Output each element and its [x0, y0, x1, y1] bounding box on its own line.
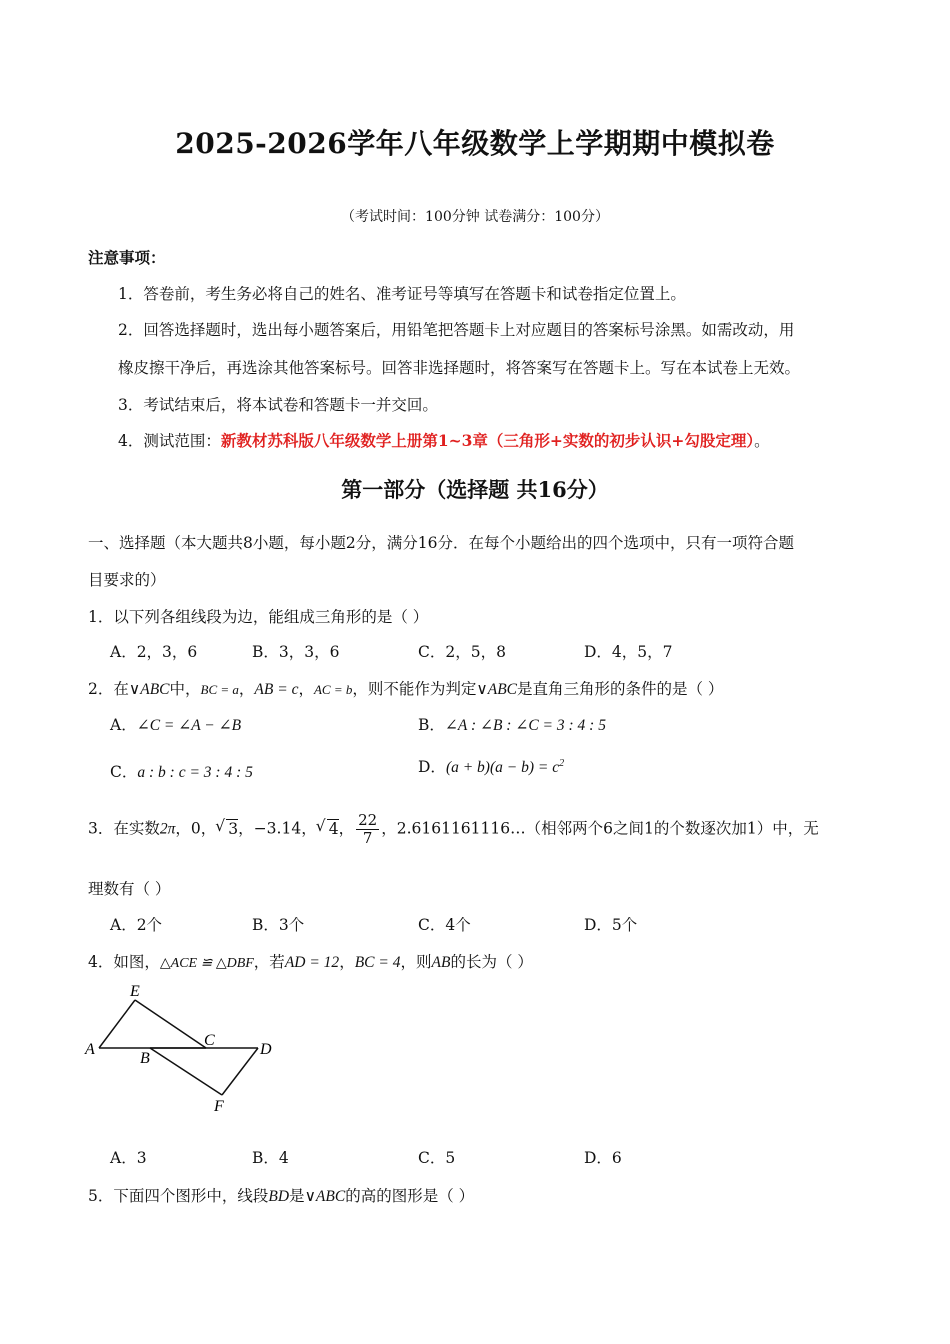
q2-cond-ab: AB = c — [254, 681, 299, 698]
label-c: C — [204, 1032, 215, 1049]
notice-item-1: 1．答卷前，考生务必将自己的姓名、准考证号等填写在答题卡和试卷指定位置上。 — [118, 285, 686, 303]
q3-val-0: 0 — [190, 819, 201, 838]
label-f: F — [214, 1098, 224, 1115]
q3-sep-1: ， — [175, 819, 191, 838]
q2-c-label: C． — [110, 763, 138, 781]
q3-tail: （相邻两个6之间1的个数逐次加1）中，无 — [525, 819, 819, 838]
q2-option-c — [110, 760, 253, 782]
part1-intro-b: 目要求的） — [88, 571, 166, 589]
q4-cond-ad: AD = 12 — [284, 954, 340, 971]
q2-b-label: B． — [418, 716, 445, 734]
q2-tail-b: 是直角三角形的条件的是（ ） — [517, 680, 724, 698]
q3-val-2pi: 2π — [159, 820, 176, 838]
q3-frac-den: 7 — [362, 829, 373, 847]
notice-item-2b: 橡皮擦干净后，再选涂其他答案标号。回答非选择题时，将答案写在答题卡上。写在本试卷上无效。 — [118, 359, 801, 377]
label-a: A — [85, 1041, 95, 1058]
q4-congruence: △ACE ≌ △DBF — [159, 956, 254, 971]
q2-cond-ac: AC = b — [313, 682, 353, 697]
segment-bf — [150, 1048, 222, 1095]
q3-val-sqrt3: √ 3 — [226, 819, 238, 838]
q4-ab: AB — [431, 954, 451, 971]
q5-stem — [88, 1184, 474, 1206]
q4-figure — [80, 978, 300, 1118]
q3-val-sqrt4: √ 4 — [327, 819, 339, 838]
q1-stem: 1．以下列各组线段为边，能组成三角形的是（ ） — [88, 608, 429, 626]
q4-then: ，则 — [400, 953, 432, 971]
q3-option-b: B．3个 — [252, 916, 305, 934]
q2-sep-2: ， — [298, 680, 314, 698]
notice-item-4-suffix: 。 — [754, 432, 770, 450]
q2-tail-a: ，则不能作为判定 — [352, 680, 477, 698]
section-title: 第一部分（选择题 共16分） — [341, 477, 609, 502]
q2-c-expr: a : b : c = 3 : 4 : 5 — [137, 764, 253, 781]
q2-d-expr: (a + b)(a − b) = c — [445, 759, 560, 776]
q3-sep-4: ， — [301, 819, 317, 838]
q3-num: 3．在实数 — [88, 819, 160, 838]
q2-stem — [88, 677, 723, 699]
q5-num: 5．下面四个图形中，线段 — [88, 1187, 269, 1205]
q3-sep-6: ， — [381, 819, 397, 838]
q2-d-sup: 2 — [559, 757, 565, 769]
part1-intro-a: 一、选择题（本大题共8小题，每小题2分，满分16分．在每个小题给出的四个选项中，只有一项符合题 — [88, 534, 794, 552]
segment-df — [222, 1048, 258, 1095]
notice-item-4-prefix: 4．测试范围： — [118, 432, 221, 450]
q4-option-d: D．6 — [584, 1149, 622, 1167]
label-b: B — [140, 1050, 150, 1067]
q4-sep: ， — [339, 953, 355, 971]
q1-option-b: B．3，3，6 — [252, 643, 340, 661]
q2-mid: 中， — [169, 680, 201, 698]
q4-option-b: B．4 — [252, 1149, 289, 1167]
q2-cond-bc: BC = a — [200, 682, 239, 697]
test-range: 新教材苏科版八年级数学上册第1~3章（三角形+实数的初步认识+勾股定理） — [220, 431, 755, 450]
q2-option-d — [418, 755, 564, 777]
q3-frac-num: 22 — [358, 811, 378, 829]
q3-sep-2: ， — [200, 819, 217, 838]
q1-option-a: A．2，3，6 — [110, 643, 198, 661]
q5-bd: BD — [268, 1188, 290, 1205]
q4-mid: ，若 — [253, 953, 285, 971]
q4-cond-bc: BC = 4 — [354, 954, 401, 971]
q5-triangle: ∨ABC — [304, 1188, 346, 1205]
q4-option-c: C．5 — [418, 1149, 456, 1167]
q3-val-neg314: −3.14 — [253, 819, 302, 838]
q3-val-decimal: 2.6161161116… — [396, 819, 526, 838]
q1-option-c: C．2，5，8 — [418, 643, 506, 661]
q2-triangle: ∨ABC — [128, 681, 170, 698]
label-d: D — [260, 1041, 272, 1058]
q3-option-a: A．2个 — [110, 916, 163, 934]
q1-option-d: D．4，5，7 — [584, 643, 673, 661]
notice-item-3: 3．考试结束后，将本试卷和答题卡一并交回。 — [118, 396, 438, 414]
q3-stem — [88, 812, 819, 847]
exam-info: （考试时间：100分钟 试卷满分：100分） — [341, 209, 609, 225]
q2-option-a — [110, 713, 241, 735]
q4-stem — [88, 950, 533, 972]
notice-item-2a: 2．回答选择题时，选出每小题答案后，用铅笔把答题卡上对应题目的答案标号涂黑。如需改动，用 — [118, 321, 795, 339]
paper-title: 2025-2026学年八年级数学上学期期中模拟卷 — [175, 127, 775, 160]
q2-a-label: A． — [110, 716, 137, 734]
q2-a-expr: ∠C = ∠A − ∠B — [136, 717, 242, 734]
q2-sep-1: ， — [238, 680, 255, 698]
segment-ec — [135, 1000, 206, 1048]
q4-tail: 的长为（ ） — [450, 953, 533, 971]
q2-triangle-2: ∨ABC — [476, 681, 517, 698]
q3-sep-5: ， — [338, 819, 355, 838]
q3-val-fraction — [356, 812, 379, 847]
q3-option-c: C．4个 — [418, 916, 471, 934]
q5-tail: 的高的图形是（ ） — [345, 1187, 475, 1205]
q2-num: 2．在 — [88, 680, 129, 698]
q2-d-label: D． — [418, 758, 446, 776]
notice-heading: 注意事项： — [88, 248, 166, 267]
q4-option-a: A．3 — [110, 1149, 147, 1167]
notice-item-4 — [118, 429, 770, 451]
q3-sep-3: ， — [238, 819, 254, 838]
label-e: E — [130, 983, 140, 1000]
segment-ae — [99, 1000, 135, 1048]
q3-line2: 理数有（ ） — [88, 880, 171, 898]
q3-option-d: D．5个 — [584, 916, 638, 934]
q4-num: 4．如图， — [88, 953, 160, 971]
q2-option-b — [418, 713, 606, 735]
q2-b-expr: ∠A : ∠B : ∠C = 3 : 4 : 5 — [444, 717, 606, 734]
q5-is: 是 — [289, 1187, 305, 1205]
